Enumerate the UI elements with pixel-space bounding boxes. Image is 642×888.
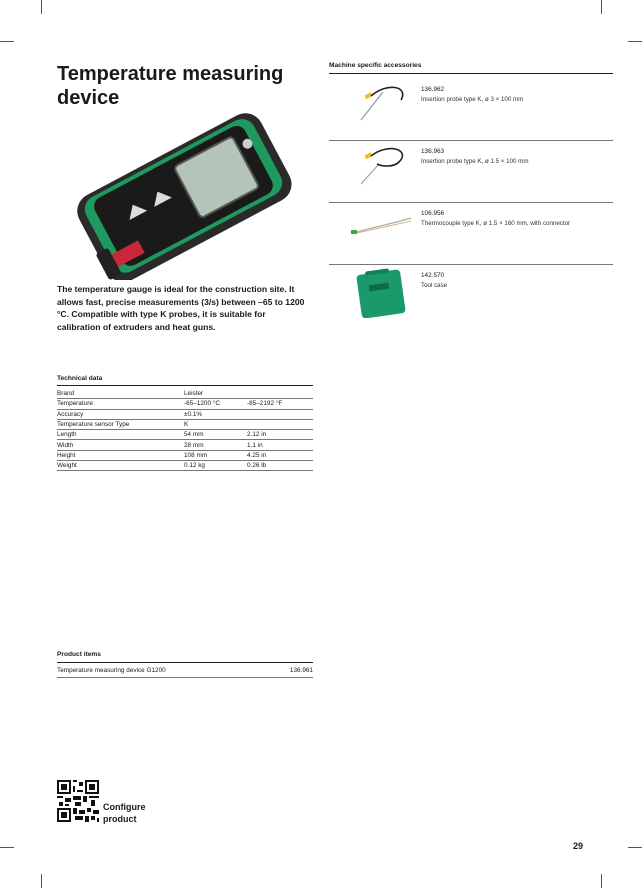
product-items-rule [57,662,313,663]
insertion-probe-image [339,142,417,194]
row-value: 54 mm [184,430,247,440]
accessory-description: Tool case [421,282,448,289]
crop-mark [601,0,602,14]
crop-mark [628,847,642,848]
accessory-item[interactable] [329,140,613,203]
accessory-item[interactable] [329,264,613,326]
row-value-alt [247,419,313,429]
row-value: 28 mm [184,440,247,450]
temperature-device-image [68,110,298,280]
table-row [57,461,313,471]
accessory-description: Insertion probe type K, ø 1.5 × 100 mm [421,158,529,165]
table-row [57,409,313,419]
insertion-probe-image [339,80,417,132]
configure-product-link[interactable]: Configure product [103,802,146,824]
row-value-alt: 2.12 in [247,430,313,440]
crop-mark [601,874,602,888]
crop-mark [0,847,14,848]
accessory-number: 136.963 [421,148,445,155]
accessory-item[interactable] [329,202,613,265]
item-name: Temperature measuring device G1200 [57,667,166,674]
technical-data-heading: Technical data [57,375,103,382]
accessory-number: 136.962 [421,86,445,93]
product-description: The temperature gauge is ideal for the construction site. It allows fast, precise measurements (3/s) between –65 to 1200 °C. Compatible with type K probes, it is suitable for calibration of extruders and heat guns. [57,284,305,332]
table-row [57,419,313,429]
table-row [57,665,313,678]
accessories-rule [329,73,613,74]
row-value-alt [247,389,313,399]
row-value: -65–1200 °C [184,399,247,409]
row-label: Weight [57,461,184,471]
row-label: Temperature sensor Type [57,419,184,429]
accessory-description: Thermocouple type K, ø 1.5 × 160 mm, with connector [421,220,571,227]
accessories-heading: Machine specific accessories [329,62,422,69]
technical-data-table [57,389,313,471]
row-value: ±0.1% [184,409,247,419]
row-value: 108 mm [184,450,247,460]
qr-code[interactable] [57,780,99,822]
tool-case-image [339,266,417,318]
row-label: Accuracy [57,409,184,419]
crop-mark [0,41,14,42]
row-value-alt: 1.1 in [247,440,313,450]
table-row [57,399,313,409]
row-value: 0.12 kg [184,461,247,471]
accessory-number: 106.956 [421,210,445,217]
row-label: Brand [57,389,184,399]
table-row [57,389,313,399]
row-value: K [184,419,247,429]
row-label: Height [57,450,184,460]
accessory-item[interactable] [329,78,613,141]
technical-data-rule [57,385,313,386]
crop-mark [628,41,642,42]
table-row [57,450,313,460]
thermocouple-image [339,204,417,256]
product-items-heading: Product items [57,651,101,658]
accessory-number: 142.570 [421,272,445,279]
row-value: Leister [184,389,247,399]
row-value-alt: -85–2192 °F [247,399,313,409]
row-label: Temperature [57,399,184,409]
row-value-alt: 4.25 in [247,450,313,460]
crop-mark [41,0,42,14]
row-value-alt [247,409,313,419]
crop-mark [41,874,42,888]
row-label: Length [57,430,184,440]
row-label: Width [57,440,184,450]
table-row [57,430,313,440]
page-title: Temperature measuring device [57,63,284,109]
page-number: 29 [573,841,584,851]
table-row [57,440,313,450]
accessory-description: Insertion probe type K, ø 3 × 100 mm [421,96,524,103]
item-number: 136.961 [289,667,313,674]
row-value-alt: 0.26 lb [247,461,313,471]
